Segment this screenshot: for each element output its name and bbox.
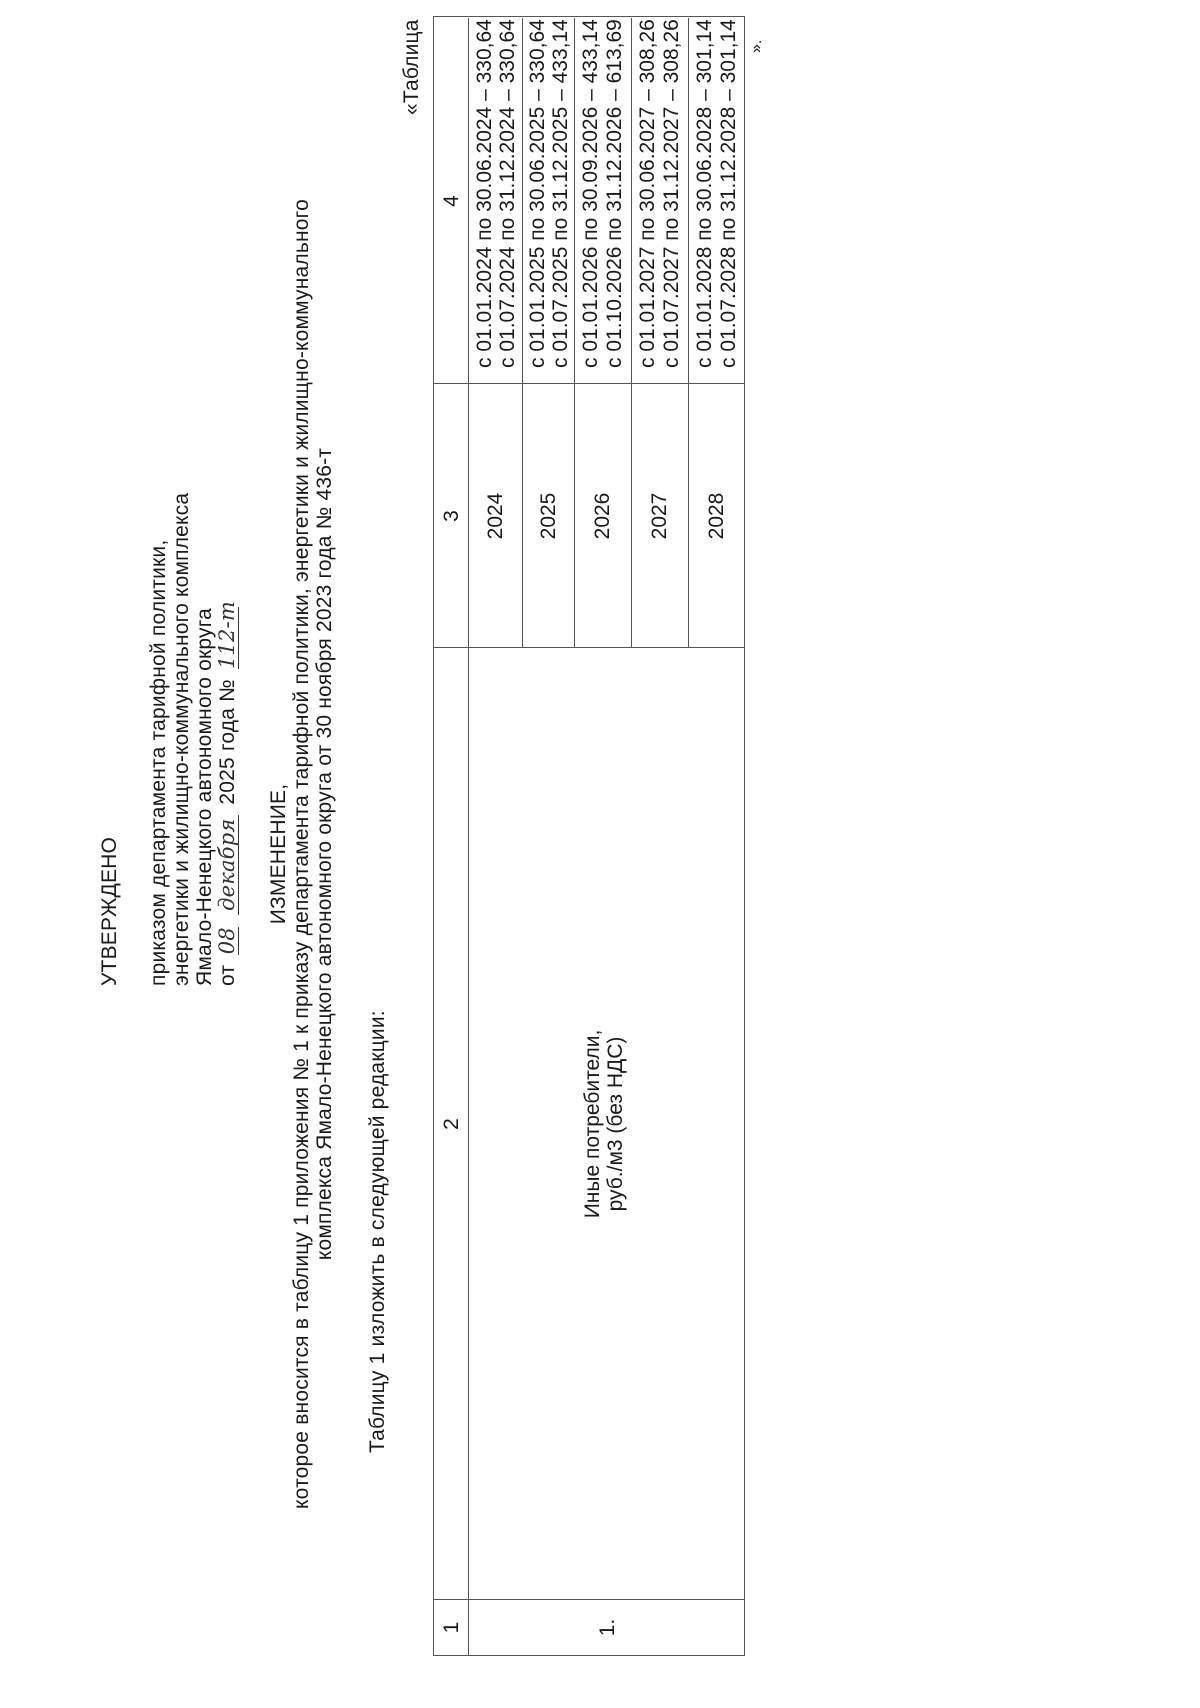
consumer-label-line-2: руб./м3 (без НДС)	[604, 1036, 627, 1212]
period-2028-1: с 01.01.2028 по 30.06.2028 – 301,14	[693, 19, 716, 368]
year-2028: 2028	[705, 492, 728, 540]
period-2026-2: с 01.10.2026 по 31.12.2026 – 613,69	[603, 19, 626, 368]
period-2027-1: с 01.01.2027 по 30.06.2027 – 308,26	[636, 19, 659, 368]
period-2027-2: с 01.07.2027 по 31.12.2027 – 308,26	[660, 19, 683, 368]
period-2024-2: с 01.07.2024 по 31.12.2024 – 330,64	[496, 19, 519, 368]
row-number: 1.	[596, 1618, 619, 1637]
header-col-3: 3	[440, 510, 463, 522]
date-month: декабря	[217, 815, 239, 915]
date-prefix: от	[216, 964, 239, 986]
period-2025-2: с 01.07.2025 по 31.12.2025 – 433,14	[549, 19, 572, 368]
order-number: 112-т	[215, 601, 239, 670]
period-2028-2: с 01.07.2028 по 31.12.2028 – 301,14	[717, 19, 740, 368]
approval-title: УТВЕРЖДЕНО	[98, 836, 121, 986]
approval-line-2: энергетики и жилищно-коммунального комплекса	[170, 492, 193, 986]
approval-date-line	[215, 601, 239, 986]
date-day: 08	[215, 927, 239, 955]
year-2024: 2024	[484, 492, 507, 540]
header-col-2: 2	[440, 1118, 463, 1130]
change-line-1: которое вносится в таблицу 1 приложения № 1 к приказу департамента тарифной политики, энергетики и жилищно-коммунального	[290, 199, 313, 1509]
approval-line-3: Ямало-Ненецкого автономного округа	[193, 607, 216, 986]
header-col-4: 4	[440, 195, 463, 207]
period-2025-1: с 01.01.2025 по 30.06.2025 – 330,64	[526, 19, 549, 368]
header-col-1: 1	[440, 1621, 463, 1634]
change-line-2: комплекса Ямало-Ненецкого автономного округа от 30 ноября 2023 года № 436-т	[313, 447, 336, 1261]
approval-line-1: приказом департамента тарифной политики,	[147, 539, 170, 986]
year-2027: 2027	[648, 492, 671, 540]
intro-text: Таблицу 1 изложить в следующей редакции:	[366, 1010, 389, 1453]
consumer-label-line-1: Иные потребители,	[581, 1029, 604, 1219]
change-heading: ИЗМЕНЕНИЕ,	[267, 783, 290, 925]
tariff-table	[433, 16, 745, 1656]
table-caption: «Таблица	[400, 19, 423, 115]
year-2026: 2026	[591, 492, 614, 540]
date-year-text: 2025 года №	[216, 679, 239, 805]
period-2024-1: с 01.01.2024 по 30.06.2024 – 330,64	[473, 19, 496, 368]
year-2025: 2025	[537, 492, 560, 540]
closing-quote: ».	[748, 39, 765, 53]
period-2026-1: с 01.01.2026 по 30.09.2026 – 433,14	[579, 19, 602, 368]
